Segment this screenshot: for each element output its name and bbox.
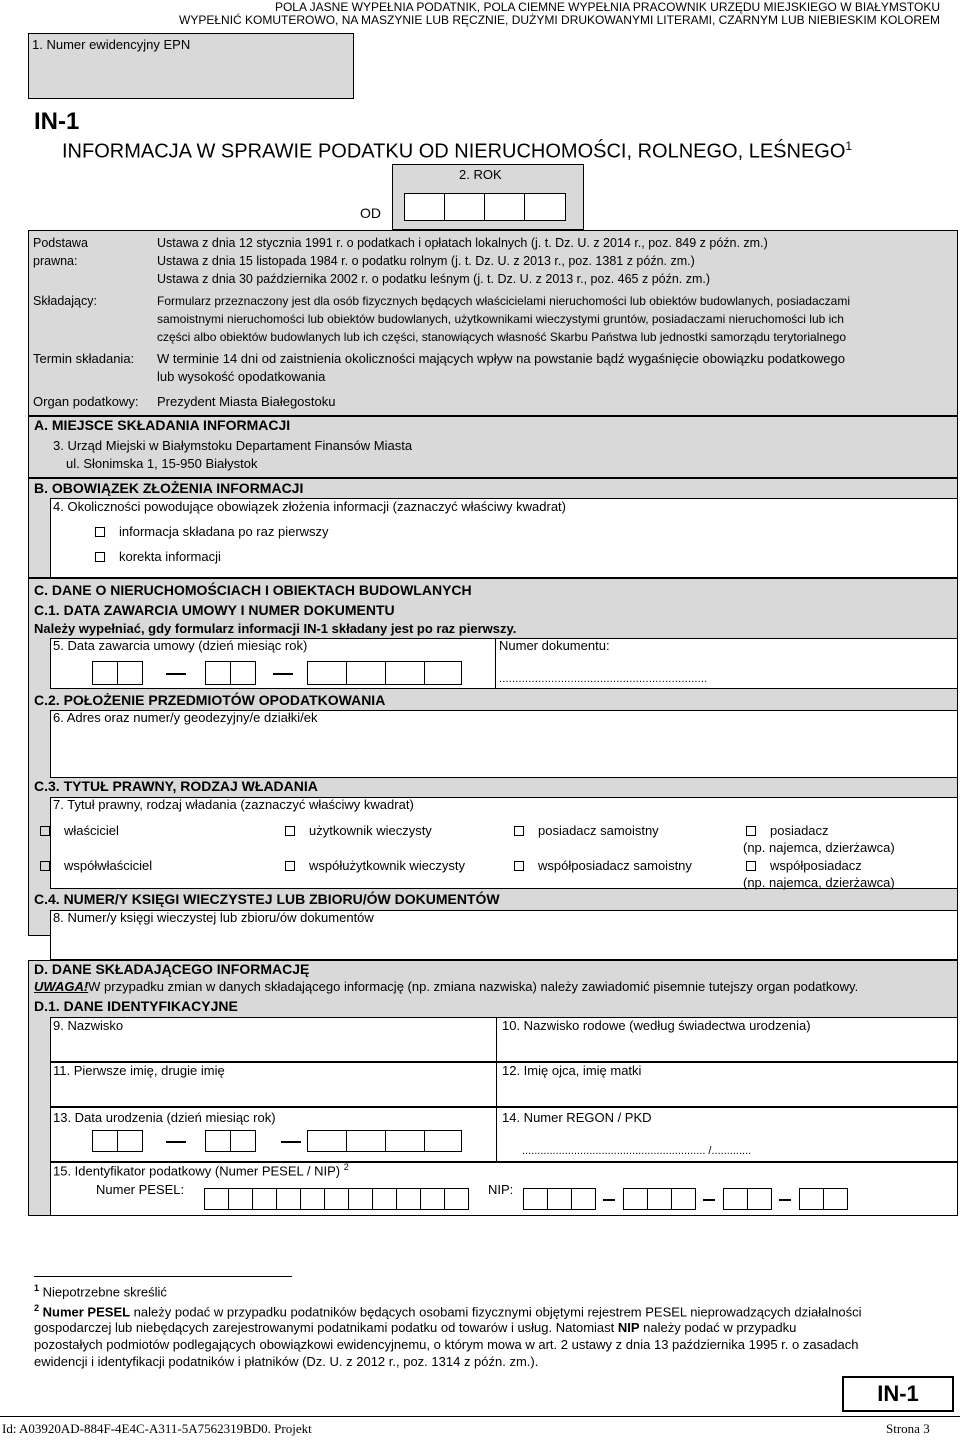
label: współposiadacz samoistny (538, 858, 692, 873)
birth-date-sep (166, 1141, 186, 1143)
footnote-2-line-4: ewidencji i identyfikacji podatników i płatników (Dz. U. z 2012 r., poz. 1314 z późn. zm.). (34, 1354, 539, 1369)
date-month-2[interactable] (230, 661, 256, 685)
pesel-digit-cell[interactable] (396, 1188, 421, 1210)
footnote-2-nip: NIP (614, 1320, 640, 1335)
date-month-1[interactable] (205, 661, 231, 685)
uwaga-label: UWAGA! (34, 979, 89, 994)
form-code: IN-1 (34, 108, 80, 135)
year-digit-4[interactable] (524, 193, 566, 221)
form-code-badge (842, 1376, 954, 1412)
pesel-digit-cell[interactable] (252, 1188, 277, 1210)
section-c1-note: Należy wypełniać, gdy formularz informacji IN-1 składany jest po raz pierwszy. (34, 621, 517, 636)
label: posiadacz samoistny (538, 823, 659, 838)
footnote-2-bold: Numer PESEL (42, 1304, 131, 1320)
field-4-label: 4. Okoliczności powodujące obowiązek złożenia informacji (zaznaczyć właściwy kwadrat) (53, 499, 566, 514)
form-title-text: INFORMACJA W SPRAWIE PODATKU OD NIERUCHOMOŚCI, ROLNEGO, LEŚNEGO (62, 140, 846, 163)
date-sep (166, 673, 186, 675)
form-title-sup: 1 (845, 139, 853, 153)
option-posiadacz-samoistny[interactable] (514, 823, 659, 838)
field-13-label: 13. Data urodzenia (dzień miesiąc rok) (53, 1110, 276, 1125)
header-line-2: WYPEŁNIĆ KOMUTEROWO, NA MASZYNIE LUB RĘCZNIE, DUŻYMI DRUKOWANYMI LITERAMI, CZARNYM LUB NIEBIESKIM KOLOREM (179, 13, 940, 27)
nip-digit-cell[interactable] (823, 1188, 848, 1210)
birth-day-1[interactable] (92, 1130, 118, 1152)
pesel-digit-cell[interactable] (228, 1188, 253, 1210)
nip-digit-cell[interactable] (799, 1188, 824, 1210)
skladajacy-label: Składający: (33, 294, 97, 308)
date-year-1[interactable] (307, 661, 347, 685)
pesel-label: Numer PESEL: (96, 1182, 185, 1197)
footnote-1-text: Niepotrzebne skreślić (42, 1284, 167, 1300)
footer-page: Strona 3 (886, 1421, 930, 1436)
section-c4-title: C.4. NUMER/Y KSIĘGI WIECZYSTEJ LUB ZBIORU/ÓW DOKUMENTÓW (34, 891, 500, 907)
uwaga-text: W przypadku zmian w danych składającego informację (np. zmiana nazwiska) należy zawiadomić pisemnie tutejszy organ podatkowy. (88, 979, 859, 994)
option-posiadacz-note: (np. najemca, dzierżawca) (743, 840, 895, 855)
od-label: OD (360, 205, 381, 221)
form-title (62, 139, 852, 164)
field-15-text: 15. Identyfikator podatkowy (Numer PESEL / NIP) (53, 1163, 341, 1179)
date-year-2[interactable] (346, 661, 386, 685)
checkbox-icon[interactable] (95, 552, 105, 562)
form-code-badge-text: IN-1 (877, 1381, 919, 1406)
footnote-2-line-3: pozostałych podmiotów podlegających obowiązkowi ewidencyjnemu, o którym mowa w art. 2 ustawy z dnia 13 października 1995 r. o zasadach (34, 1337, 859, 1352)
birth-date-sep (281, 1141, 301, 1143)
doc-number-dots[interactable]: ................................................................ (499, 673, 708, 685)
section-b-title: B. OBOWIĄZEK ZŁOŻENIA INFORMACJI (34, 480, 304, 496)
section-c1-title: C.1. DATA ZAWARCIA UMOWY I NUMER DOKUMENTU (34, 602, 395, 618)
label: współwłaściciel (64, 858, 153, 873)
podstawa-line-2: Ustawa z dnia 15 listopada 1984 r. o podatku rolnym (j. t. Dz. U. z 2013 r., poz. 1381 z późn. zm.) (157, 254, 695, 268)
nip-label: NIP: (488, 1182, 514, 1197)
pesel-digit-cell[interactable] (444, 1188, 469, 1210)
footnote-1 (34, 1283, 167, 1299)
footnote-divider (34, 1276, 292, 1277)
nip-sep (703, 1199, 715, 1201)
year-digit-3[interactable] (484, 193, 525, 221)
pesel-digit-cell[interactable] (348, 1188, 373, 1210)
termin-line-1: W terminie 14 dni od zaistnienia okoliczności mających wpływ na powstanie bądź wygaśnięcie obowiązku podatkowego (157, 351, 845, 366)
field-9-label: 9. Nazwisko (53, 1018, 124, 1033)
nip-digit-cell[interactable] (671, 1188, 696, 1210)
footnote-2-text-2: gospodarczej lub niebędących zarejestrowanymi podatnikami podatku od towarów i usług. Natomiast (34, 1320, 615, 1335)
field-15-sup: 2 (343, 1162, 349, 1172)
birth-year-2[interactable] (346, 1130, 386, 1152)
field-5-divider (495, 638, 496, 689)
option-wlasciciel[interactable] (40, 823, 119, 838)
nip-digit-cell[interactable] (547, 1188, 572, 1210)
checkbox-icon[interactable] (95, 527, 105, 537)
date-day-1[interactable] (92, 661, 118, 685)
checkbox-icon[interactable] (40, 826, 50, 836)
birth-month-1[interactable] (205, 1130, 231, 1152)
section-a-line-2: ul. Słonimska 1, 15-950 Białystok (66, 456, 258, 471)
organ-value: Prezydent Miasta Białegostoku (157, 394, 336, 409)
field-15-label (53, 1162, 349, 1178)
header-line-1: POLA JASNE WYPEŁNIA PODATNIK, POLA CIEMNE WYPEŁNIA PRACOWNIK URZĘDU MIEJSKIEGO W BIAŁYMSTOKU (274, 0, 940, 14)
year-label: 2. ROK (459, 167, 502, 182)
checkbox-icon[interactable] (285, 861, 295, 871)
option-wspoluzytkownik[interactable] (285, 858, 465, 873)
section-a-title: A. MIEJSCE SKŁADANIA INFORMACJI (34, 417, 291, 433)
pesel-digit-cell[interactable] (204, 1188, 229, 1210)
section-c2-title: C.2. POŁOŻENIE PRZEDMIOTÓW OPODATKOWANIA (34, 692, 386, 708)
nip-sep (779, 1199, 791, 1201)
checkbox-icon[interactable] (514, 826, 524, 836)
option-wspolposiadacz[interactable] (746, 858, 862, 873)
field-10-label: 10. Nazwisko rodowe (według świadectwa urodzenia) (502, 1018, 811, 1033)
birth-year-1[interactable] (307, 1130, 347, 1152)
pesel-digit-cell[interactable] (372, 1188, 397, 1210)
nip-digit-cell[interactable] (723, 1188, 748, 1210)
nip-digit-cell[interactable] (623, 1188, 648, 1210)
podstawa-line-3: Ustawa z dnia 30 października 2002 r. o podatku leśnym (j. t. Dz. U. z 2013 r., poz. 465 z późn. zm.) (157, 272, 711, 286)
field-12-label: 12. Imię ojca, imię matki (502, 1063, 642, 1078)
label: posiadacz (770, 823, 829, 838)
pesel-digit-cell[interactable] (300, 1188, 325, 1210)
footnote-2-line-2 (34, 1320, 796, 1335)
nip-digit-cell[interactable] (747, 1188, 772, 1210)
birth-year-4[interactable] (424, 1130, 462, 1152)
year-digit-1[interactable] (404, 193, 445, 221)
label: użytkownik wieczysty (309, 823, 432, 838)
epn-number-label: 1. Numer ewidencyjny EPN (32, 37, 191, 52)
skladajacy-line-2: samoistnymi nieruchomości lub obiektów budowlanych, użytkownikami wieczystymi gruntów, posiadaczami nieruchomości lub ich (157, 312, 844, 326)
option-correction-label: korekta informacji (119, 549, 221, 564)
nip-sep (603, 1199, 615, 1201)
footer-id: Id: A03920AD-884F-4E4C-A311-5A7562319BD0. Projekt (2, 1421, 312, 1436)
section-c-title: C. DANE O NIERUCHOMOŚCIACH I OBIEKTACH BUDOWLANYCH (34, 582, 472, 598)
year-digit-2[interactable] (444, 193, 485, 221)
field-11-label: 11. Pierwsze imię, drugie imię (53, 1063, 225, 1078)
date-sep (273, 673, 293, 675)
footnote-1-num: 1 (34, 1283, 40, 1293)
uwaga-note (34, 979, 858, 994)
organ-label: Organ podatkowy: (33, 394, 139, 409)
label: współposiadacz (770, 858, 862, 873)
field-14-label: 14. Numer REGON / PKD (502, 1110, 652, 1125)
termin-line-2: lub wysokość opodatkowania (157, 369, 326, 384)
date-year-4[interactable] (424, 661, 462, 685)
footnote-2-text-2b: należy podać w przypadku (639, 1320, 797, 1335)
footnote-2-num: 2 (34, 1303, 40, 1313)
skladajacy-line-3: części albo obiektów budowlanych lub ich części, stanowiących własność Skarbu Państwa lub jednostki samorządu terytorialnego (157, 330, 847, 344)
section-c3-title: C.3. TYTUŁ PRAWNY, RODZAJ WŁADANIA (34, 778, 318, 794)
pesel-digit-cell[interactable] (324, 1188, 349, 1210)
label: właściciel (64, 823, 119, 838)
footnote-2-line-1 (34, 1303, 862, 1319)
footer-line (0, 1416, 960, 1417)
skladajacy-line-1: Formularz przeznaczony jest dla osób fizycznych będących właścicielami nieruchomości lub obiektów budowlanych, posiadaczami (157, 294, 850, 308)
field-6-label: 6. Adres oraz numer/y geodezyjny/e działki/ek (53, 710, 318, 725)
nip-digit-cell[interactable] (571, 1188, 596, 1210)
nip-digit-cell[interactable] (647, 1188, 672, 1210)
checkbox-icon[interactable] (746, 826, 756, 836)
field-5-label: 5. Data zawarcia umowy (dzień miesiąc rok) (53, 638, 308, 653)
checkbox-icon[interactable] (514, 861, 524, 871)
section-d-title: D. DANE SKŁADAJĄCEGO INFORMACJĘ (34, 961, 310, 977)
option-first-time[interactable] (95, 524, 329, 539)
option-wspolposiadacz-note: (np. najemca, dzierżawca) (743, 875, 895, 890)
option-posiadacz[interactable] (746, 823, 829, 838)
pesel-digit-cell[interactable] (276, 1188, 301, 1210)
footnote-2-text-1: należy podać w przypadku podatników będących osobami fizycznymi objętymi rejestrem PESEL nieprowadzących działalności (130, 1304, 862, 1320)
date-day-2[interactable] (117, 661, 143, 685)
section-d1-title: D.1. DANE IDENTYFIKACYJNE (34, 998, 238, 1014)
podstawa-line-1: Ustawa z dnia 12 stycznia 1991 r. o podatkach i opłatach lokalnych (j. t. Dz. U. z 2014 r., poz. 849 z późn. zm.) (157, 236, 768, 250)
termin-label: Termin składania: (33, 351, 135, 366)
nip-digit-cell[interactable] (523, 1188, 548, 1210)
option-wspolwlasciciel[interactable] (40, 858, 152, 873)
birth-day-2[interactable] (117, 1130, 143, 1152)
checkbox-icon[interactable] (746, 861, 756, 871)
date-year-3[interactable] (385, 661, 425, 685)
doc-number-label: Numer dokumentu: (499, 638, 610, 653)
option-correction[interactable] (95, 549, 221, 564)
section-a-line-1: 3. Urząd Miejski w Białymstoku Departament Finansów Miasta (53, 438, 413, 453)
field-7-label: 7. Tytuł prawny, rodzaj władania (zaznaczyć właściwy kwadrat) (53, 797, 414, 812)
field-8-label: 8. Numer/y księgi wieczystej lub zbioru/ów dokumentów (53, 910, 374, 925)
birth-month-2[interactable] (230, 1130, 256, 1152)
checkbox-icon[interactable] (285, 826, 295, 836)
pesel-digit-cell[interactable] (420, 1188, 445, 1210)
option-first-time-label: informacja składana po raz pierwszy (119, 524, 329, 539)
option-uzytkownik[interactable] (285, 823, 432, 838)
label: współużytkownik wieczysty (309, 858, 466, 873)
podstawa-label-1: Podstawa (33, 236, 88, 250)
podstawa-label-2: prawna: (33, 254, 78, 268)
option-wspolposiadacz-samoistny[interactable] (514, 858, 692, 873)
checkbox-icon[interactable] (40, 861, 50, 871)
regon-dots[interactable]: ............................................................ /............. (522, 1145, 752, 1157)
birth-year-3[interactable] (385, 1130, 425, 1152)
